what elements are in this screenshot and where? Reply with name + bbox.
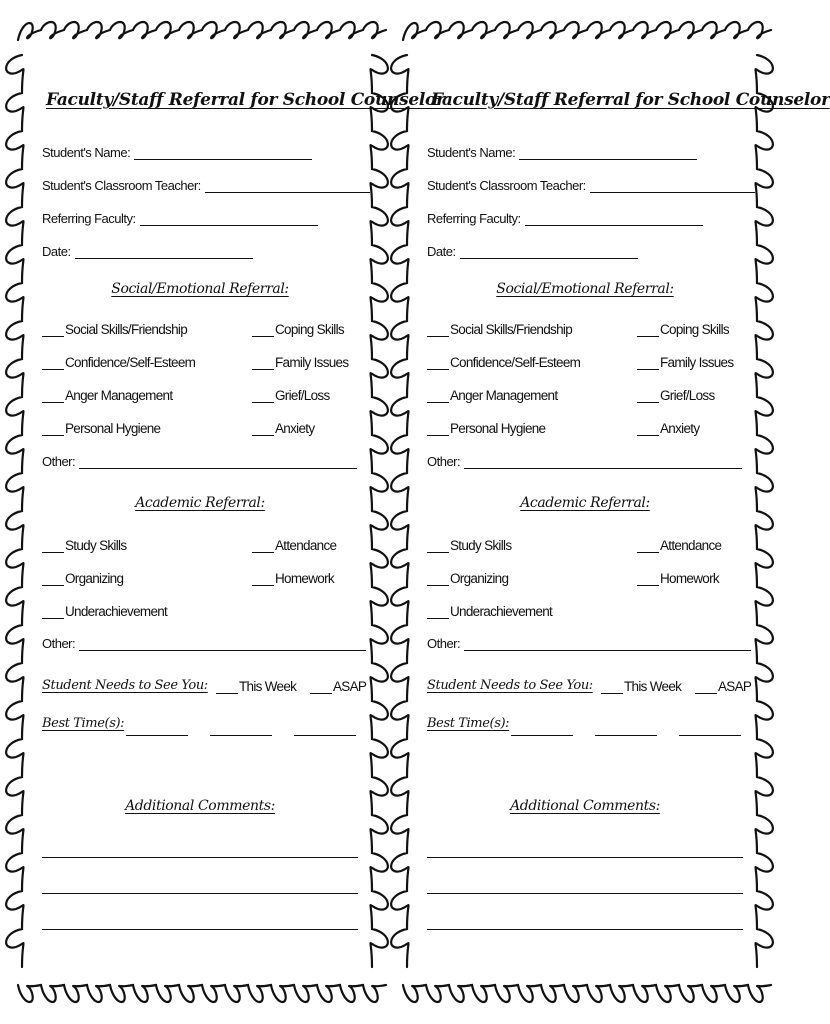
checkbox-blank[interactable] [252, 573, 274, 586]
social-emotional-item[interactable] [427, 322, 572, 337]
checkbox-blank[interactable] [252, 357, 274, 370]
academic-item[interactable] [427, 538, 511, 553]
social-emotional-item[interactable] [252, 322, 344, 337]
checkbox-blank[interactable] [637, 540, 659, 553]
checkbox-blank[interactable] [601, 681, 623, 694]
social-emotional-item[interactable] [427, 421, 545, 436]
checkbox-blank[interactable] [637, 357, 659, 370]
checkbox-blank[interactable] [252, 324, 274, 337]
date-field[interactable] [42, 244, 253, 259]
referring-faculty-label: Referring Faculty: [42, 211, 136, 226]
checkbox-blank[interactable] [427, 357, 449, 370]
academic-item[interactable] [637, 538, 721, 553]
item-label: Homework [660, 571, 719, 586]
checkbox-blank[interactable] [427, 423, 449, 436]
date-field[interactable] [427, 244, 638, 259]
social-emotional-item[interactable] [42, 421, 160, 436]
checkbox-blank[interactable] [216, 681, 238, 694]
item-label: Anxiety [660, 421, 700, 436]
social-emotional-item[interactable] [42, 355, 195, 370]
student-name-label: Student's Name: [42, 145, 131, 160]
social-emotional-item[interactable] [252, 388, 330, 403]
date-line[interactable] [460, 245, 638, 259]
asap-option[interactable] [310, 679, 366, 694]
comment-line[interactable] [427, 857, 743, 858]
this-week-option[interactable] [601, 679, 681, 694]
item-label: Underachievement [65, 604, 168, 619]
option-label: ASAP [718, 679, 752, 694]
referring-faculty-field[interactable] [427, 211, 703, 226]
social-emotional-heading: Social/Emotional Referral: [496, 281, 674, 297]
comment-line[interactable] [42, 857, 358, 858]
date-label: Date: [427, 244, 456, 259]
item-label: Social Skills/Friendship [65, 322, 188, 337]
classroom-teacher-field[interactable] [42, 178, 370, 193]
classroom-teacher-field[interactable] [427, 178, 755, 193]
item-label: Underachievement [450, 604, 553, 619]
item-label: Family Issues [275, 355, 349, 370]
checkbox-blank[interactable] [252, 390, 274, 403]
social-emotional-item[interactable] [637, 355, 733, 370]
comment-line[interactable] [42, 929, 358, 930]
item-label: Study Skills [65, 538, 127, 553]
item-label: Organizing [450, 571, 509, 586]
item-label: Attendance [275, 538, 337, 553]
academic-item[interactable] [427, 571, 508, 586]
item-label: Homework [275, 571, 334, 586]
option-label: This Week [239, 679, 297, 694]
academic-heading: Academic Referral: [135, 495, 265, 511]
checkbox-blank[interactable] [42, 606, 64, 619]
item-label: Anger Management [450, 388, 558, 403]
item-label: Attendance [660, 538, 722, 553]
checkbox-blank[interactable] [637, 573, 659, 586]
student-name-line[interactable] [134, 146, 312, 160]
date-line[interactable] [75, 245, 253, 259]
form-title: Faculty/Staff Referral for School Counselor [431, 90, 830, 110]
student-name-line[interactable] [519, 146, 697, 160]
best-time-label: Best Time(s): [42, 716, 125, 731]
academic-item[interactable] [42, 604, 167, 619]
item-label: Social Skills/Friendship [450, 322, 573, 337]
checkbox-blank[interactable] [42, 540, 64, 553]
social-other-field[interactable] [427, 454, 742, 469]
item-label: Grief/Loss [275, 388, 330, 403]
other-label: Other: [42, 454, 76, 469]
comment-line[interactable] [427, 929, 743, 930]
academic-item[interactable] [252, 571, 334, 586]
item-label: Personal Hygiene [65, 421, 161, 436]
student-name-field[interactable] [427, 145, 697, 160]
form-title: Faculty/Staff Referral for School Counselor [46, 90, 445, 110]
checkbox-blank[interactable] [637, 390, 659, 403]
social-emotional-item[interactable] [637, 322, 729, 337]
other-label: Other: [427, 636, 461, 651]
checkbox-blank[interactable] [42, 324, 64, 337]
academic-other-field[interactable] [42, 636, 366, 651]
best-time-label: Best Time(s): [427, 716, 510, 731]
additional-comments-heading: Additional Comments: [125, 798, 275, 814]
item-label: Confidence/Self-Esteem [450, 355, 581, 370]
item-label: Grief/Loss [660, 388, 715, 403]
item-label: Anxiety [275, 421, 315, 436]
social-emotional-item[interactable] [637, 421, 699, 436]
other-line[interactable] [464, 637, 751, 651]
social-emotional-item[interactable] [252, 421, 314, 436]
other-label: Other: [42, 636, 76, 651]
item-label: Coping Skills [660, 322, 729, 337]
needs-to-see-label: Student Needs to See You: [427, 678, 593, 693]
item-label: Personal Hygiene [450, 421, 546, 436]
item-label: Coping Skills [275, 322, 344, 337]
social-emotional-item[interactable] [637, 388, 715, 403]
comment-line[interactable] [42, 893, 358, 894]
academic-item[interactable] [637, 571, 719, 586]
classroom-teacher-line[interactable] [205, 179, 370, 193]
best-time-line[interactable] [210, 735, 272, 736]
checkbox-blank[interactable] [427, 324, 449, 337]
asap-option[interactable] [695, 679, 751, 694]
item-label: Anger Management [65, 388, 173, 403]
option-label: This Week [624, 679, 682, 694]
checkbox-blank[interactable] [427, 573, 449, 586]
best-time-line[interactable] [679, 735, 741, 736]
referring-faculty-label: Referring Faculty: [427, 211, 521, 226]
checkbox-blank[interactable] [252, 423, 274, 436]
item-label: Confidence/Self-Esteem [65, 355, 196, 370]
student-name-label: Student's Name: [427, 145, 516, 160]
date-label: Date: [42, 244, 71, 259]
comment-line[interactable] [427, 893, 743, 894]
referring-faculty-line[interactable] [525, 212, 703, 226]
this-week-option[interactable] [216, 679, 296, 694]
additional-comments-heading: Additional Comments: [510, 798, 660, 814]
academic-other-field[interactable] [427, 636, 751, 651]
social-emotional-heading: Social/Emotional Referral: [111, 281, 289, 297]
social-emotional-item[interactable] [427, 355, 580, 370]
referral-form-2 [385, 0, 830, 1024]
checkbox-blank[interactable] [252, 540, 274, 553]
academic-item[interactable] [427, 604, 552, 619]
other-label: Other: [427, 454, 461, 469]
social-emotional-item[interactable] [42, 322, 187, 337]
checkbox-blank[interactable] [427, 606, 449, 619]
other-line[interactable] [79, 455, 357, 469]
academic-item[interactable] [42, 571, 123, 586]
social-emotional-item[interactable] [42, 388, 172, 403]
checkbox-blank[interactable] [427, 540, 449, 553]
social-emotional-item[interactable] [427, 388, 557, 403]
best-time-line[interactable] [126, 735, 188, 736]
needs-to-see-label: Student Needs to See You: [42, 678, 208, 693]
referring-faculty-line[interactable] [140, 212, 318, 226]
checkbox-blank[interactable] [42, 357, 64, 370]
checkbox-blank[interactable] [695, 681, 717, 694]
checkbox-blank[interactable] [42, 573, 64, 586]
academic-item[interactable] [42, 538, 126, 553]
checkbox-blank[interactable] [427, 390, 449, 403]
checkbox-blank[interactable] [637, 423, 659, 436]
item-label: Family Issues [660, 355, 734, 370]
classroom-teacher-label: Student's Classroom Teacher: [427, 178, 586, 193]
social-other-field[interactable] [42, 454, 357, 469]
best-time-line[interactable] [511, 735, 573, 736]
social-emotional-item[interactable] [252, 355, 348, 370]
checkbox-blank[interactable] [42, 390, 64, 403]
academic-heading: Academic Referral: [520, 495, 650, 511]
academic-item[interactable] [252, 538, 336, 553]
student-name-field[interactable] [42, 145, 312, 160]
option-label: ASAP [333, 679, 367, 694]
other-line[interactable] [79, 637, 366, 651]
checkbox-blank[interactable] [42, 423, 64, 436]
checkbox-blank[interactable] [310, 681, 332, 694]
best-time-line[interactable] [595, 735, 657, 736]
item-label: Organizing [65, 571, 124, 586]
other-line[interactable] [464, 455, 742, 469]
referring-faculty-field[interactable] [42, 211, 318, 226]
classroom-teacher-label: Student's Classroom Teacher: [42, 178, 201, 193]
checkbox-blank[interactable] [637, 324, 659, 337]
best-time-line[interactable] [294, 735, 356, 736]
item-label: Study Skills [450, 538, 512, 553]
classroom-teacher-line[interactable] [590, 179, 755, 193]
